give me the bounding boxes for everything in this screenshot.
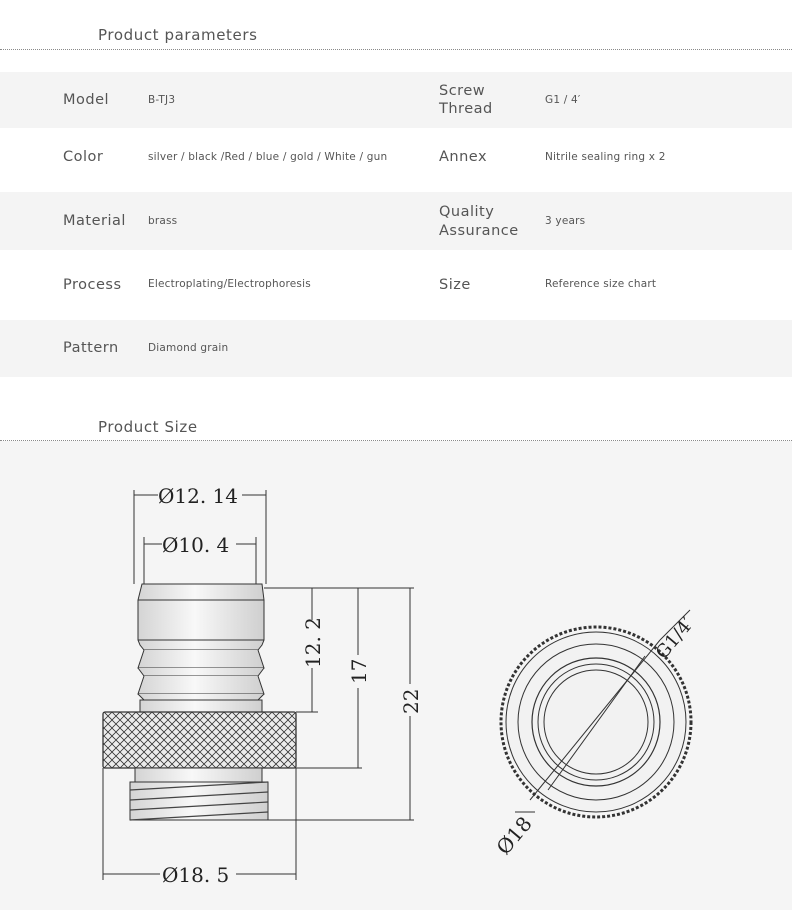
section-title-size: Product Size (98, 418, 198, 436)
param-label: Model (63, 92, 110, 108)
param-value: B-TJ3 (148, 94, 176, 106)
param-label: Color (63, 149, 104, 165)
dim-inner-top: Ø10. 4 (162, 533, 230, 557)
param-value: Electroplating/Electrophoresis (148, 278, 311, 290)
dim-barb-height: 12. 2 (301, 617, 325, 668)
dim-total-height: 22 (399, 688, 423, 714)
dim-thread: G1/4′ (651, 613, 699, 664)
param-value: brass (148, 215, 178, 227)
fitting-side-view (103, 584, 296, 820)
param-label: Annex (439, 149, 488, 165)
dim-base-diameter: Ø18. 5 (162, 863, 230, 887)
param-value: G1 / 4′ (545, 94, 581, 106)
param-value: 3 years (545, 215, 586, 227)
dim-ring-diameter: Ø18 (491, 811, 537, 860)
param-label: Pattern (63, 340, 119, 356)
dim-body-height: 17 (347, 658, 371, 684)
section-title-parameters: Product parameters (98, 26, 258, 44)
param-label: Process (63, 277, 122, 293)
param-value: silver / black /Red / blue / gold / White / gun (148, 151, 388, 163)
param-label: Screw Thread (439, 83, 493, 117)
param-label: Quality Assurance (439, 204, 519, 239)
param-value: Nitrile sealing ring x 2 (545, 151, 666, 163)
param-label: Size (439, 277, 471, 293)
param-label: Material (63, 213, 126, 229)
param-value: Diamond grain (148, 342, 229, 354)
param-value: Reference size chart (545, 278, 657, 290)
dim-outer-top: Ø12. 14 (158, 484, 239, 508)
